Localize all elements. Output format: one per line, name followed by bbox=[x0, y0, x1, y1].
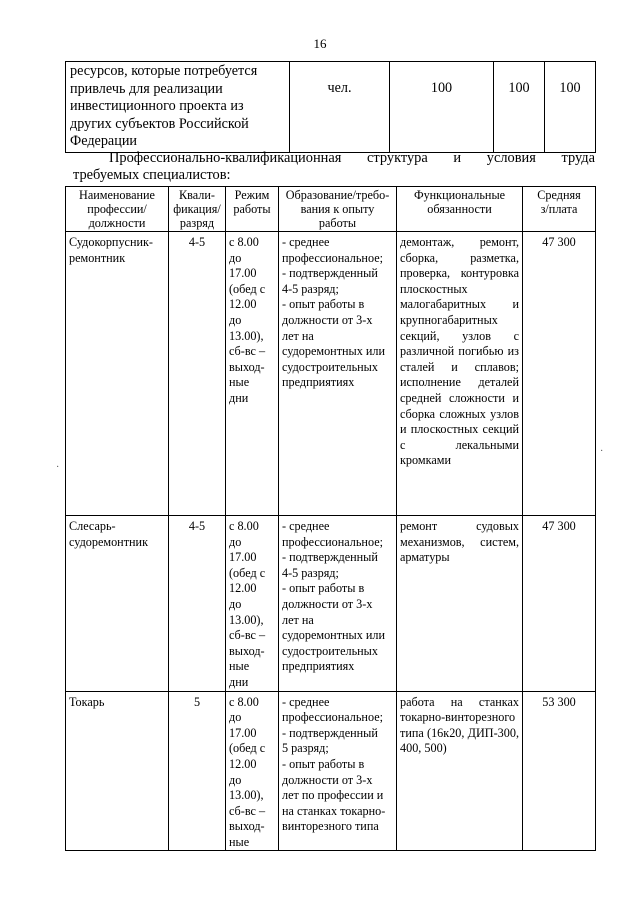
intro-line-2: требуемых специалистов: bbox=[73, 167, 231, 183]
table-header-row bbox=[66, 187, 596, 232]
header-duties: Функциональные обязанности bbox=[397, 187, 523, 232]
intro-line-1: Профессионально-квалификационная структура и условия труда bbox=[109, 150, 595, 166]
table-row bbox=[66, 516, 596, 692]
cell-grade: 5 bbox=[169, 691, 226, 851]
header-work-mode: Режим работы bbox=[226, 187, 279, 232]
cell-work-mode: с 8.00 до 17.00 (обед с 12.00 до 13.00), сб-вс – выход- ные дни bbox=[226, 516, 279, 692]
header-profession: Наименование профессии/ должности bbox=[66, 187, 169, 232]
cell-work-mode: с 8.00 до 17.00 (обед с 12.00 до 13.00), сб-вс – выход- ные дни bbox=[226, 232, 279, 516]
cell-duties: работа на станках токарно-винторезного типа (16к20, ДИП-300, 400, 500) bbox=[397, 691, 523, 851]
top-table bbox=[65, 61, 596, 153]
cell-work-mode: с 8.00 до 17.00 (обед с 12.00 до 13.00), сб-вс – выход- ные bbox=[226, 691, 279, 851]
top-table-unit: чел. bbox=[290, 62, 390, 153]
top-table-value-3: 100 bbox=[545, 62, 596, 153]
specialists-table bbox=[65, 186, 596, 851]
cell-profession: Судокорпусник- ремонтник bbox=[66, 232, 169, 516]
cell-duties: ремонт судовых механизмов, систем, арматуры bbox=[397, 516, 523, 692]
cell-salary: 47 300 bbox=[523, 232, 596, 516]
table-row bbox=[66, 691, 596, 851]
cell-salary: 53 300 bbox=[523, 691, 596, 851]
top-table-value-2: 100 bbox=[494, 62, 545, 153]
cell-education: - среднее профессиональное; - подтвержденный 5 разряд; - опыт работы в должности от 3-х лет по профессии и на станках токарно- винторезного типа bbox=[279, 691, 397, 851]
table-row bbox=[66, 232, 596, 516]
cell-grade: 4-5 bbox=[169, 232, 226, 516]
header-salary: Средняя з/плата bbox=[523, 187, 596, 232]
cell-education: - среднее профессиональное; - подтвержденный 4-5 разряд; - опыт работы в должности от 3-х лет на судоремонтных или судостроительных предприятиях bbox=[279, 516, 397, 692]
top-table-value-1: 100 bbox=[390, 62, 494, 153]
page-number: 16 bbox=[313, 36, 327, 51]
cell-profession: Слесарь- судоремонтник bbox=[66, 516, 169, 692]
scan-mark: · bbox=[56, 462, 60, 473]
table-row bbox=[66, 62, 596, 153]
header-qualification: Квали- фикация/ разряд bbox=[169, 187, 226, 232]
cell-duties: демонтаж, ремонт, сборка, разметка, проверка, контуровка плоскостных малогабаритных и крупногабаритных секций, узлов с различной погибью из сталей и сплавов; исполнение деталей средней сложности и сборка сложных узлов и плоскостных секций с лекальными кромками bbox=[397, 232, 523, 516]
cell-education: - среднее профессиональное; - подтвержденный 4-5 разряд; - опыт работы в должности от 3-х лет на судоремонтных или судостроительных предприятиях bbox=[279, 232, 397, 516]
header-education: Образование/требо- вания к опыту работы bbox=[279, 187, 397, 232]
top-table-description: ресурсов, которые потребуется привлечь для реализации инвестиционного проекта из других субъектов Российской Федерации bbox=[66, 62, 290, 153]
cell-grade: 4-5 bbox=[169, 516, 226, 692]
intro-paragraph bbox=[73, 150, 595, 184]
cell-salary: 47 300 bbox=[523, 516, 596, 692]
scan-mark: · bbox=[600, 446, 604, 457]
cell-profession: Токарь bbox=[66, 691, 169, 851]
